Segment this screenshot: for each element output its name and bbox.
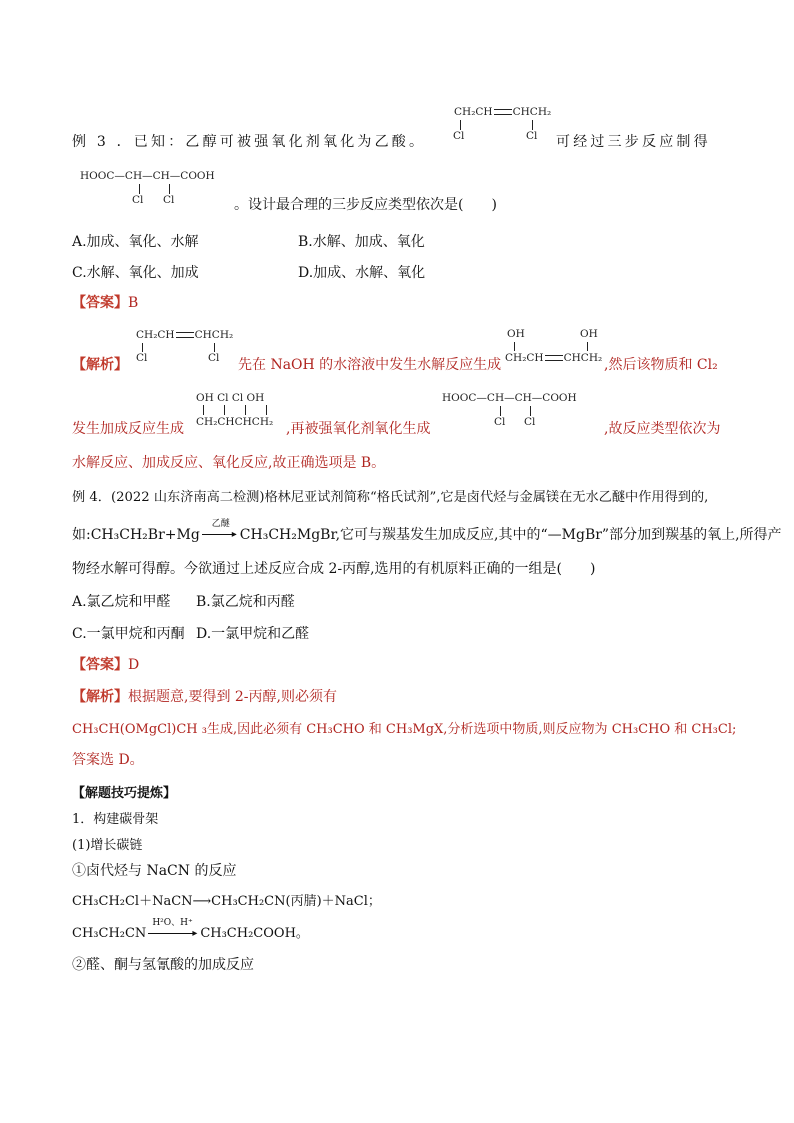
- formula-dichlorobutanediol-top: OH Cl Cl OH: [196, 392, 265, 404]
- tips-circ-2: ②醛、酮与氢氰酸的加成反应: [72, 957, 254, 973]
- arrow-hydrolysis: H²O、H⁺ ▸: [146, 927, 200, 941]
- ex3-option-b: B.水解、加成、氧化: [298, 234, 425, 250]
- bond-line: [532, 120, 533, 130]
- ex3-intro-continued: 可经过三步反应制得: [556, 134, 711, 150]
- bond-line: [245, 405, 246, 415]
- formula-target-acid: HOOC—CH—CH—COOH: [442, 392, 577, 404]
- ex4-option-a: A.氯乙烷和甲醛: [72, 594, 171, 610]
- ex3-analysis-line2: 发生加成反应生成: [72, 421, 184, 437]
- ex3-analysis-label: 【解析】: [72, 357, 128, 373]
- formula-cl-label: Cl: [132, 194, 144, 206]
- bond-line: [500, 406, 501, 416]
- ex4-option-b: B.氯乙烷和丙醛: [196, 594, 295, 610]
- formula-cl-label: Cl: [524, 416, 536, 428]
- formula-butenediol: CH₂CH CHCH₂: [505, 352, 603, 364]
- bond-line: [214, 343, 215, 352]
- tips-equation-2: CH₃CH₂CN H²O、H⁺ ▸ CH₃CH₂COOH。: [72, 917, 309, 941]
- bond-line: [169, 184, 170, 194]
- ex3-option-c: C.水解、氧化、加成: [72, 265, 199, 281]
- tips-circ-1: ①卤代烃与 NaCN 的反应: [72, 863, 237, 879]
- bond-line: [266, 405, 267, 415]
- formula-cl-label: Cl: [136, 352, 148, 364]
- bond-line: [203, 405, 204, 415]
- tips-item-1-1: (1)增长碳链: [72, 838, 143, 853]
- ex3-analysis-line2c: ,故反应类型依次为: [604, 421, 721, 437]
- double-bond: [176, 332, 194, 338]
- bond-line: [142, 343, 143, 352]
- formula-cl-label: Cl: [163, 194, 175, 206]
- formula-cl-label: Cl: [494, 416, 506, 428]
- ex4-analysis-line3: 答案选 D。: [72, 752, 144, 768]
- formula-oh-label: OH: [507, 328, 525, 340]
- bond-line: [139, 184, 140, 194]
- ex4-option-c: C.一氯甲烷和丙酮: [72, 626, 185, 642]
- formula-cl-label: Cl: [208, 352, 220, 364]
- ex4-analysis-line2: CH₃CH(OMgCl)CH ₃生成,因此必须有 CH₃CHO 和 CH₃MgX,分析选项中物质,则反应物为 CH₃CHO 和 CH₃Cl;: [72, 722, 737, 737]
- ex3-analysis-line1: 先在 NaOH 的水溶液中发生水解反应生成: [238, 357, 502, 373]
- ex4-line1: 例 4．(2022 山东济南高二检测)格林尼亚试剂简称“格氏试剂”,它是卤代烃与金属镁在无水乙醚中作用得到的,: [72, 490, 709, 505]
- formula-dichlorobutanediol: CH₂CHCHCH₂: [196, 416, 274, 428]
- formula-dichlorobutene-top: CH₂CH CHCH₂: [454, 106, 552, 118]
- ex4-analysis-line1: 【解析】根据题意,要得到 2-丙醇,则必须有: [72, 689, 337, 705]
- ex3-option-d: D.加成、水解、氧化: [298, 265, 426, 281]
- ex3-analysis-line1b: ,然后该物质和 Cl₂: [604, 357, 718, 373]
- ex4-answer: 【答案】D: [72, 657, 140, 673]
- formula-dichlorobutene: CH₂CH CHCH₂: [136, 329, 234, 341]
- formula-cl-label: Cl: [453, 130, 465, 142]
- ex3-intro: 例 3 ．已知：乙醇可被强氧化剂氧化为乙酸。: [72, 134, 427, 150]
- ex3-analysis-line3: 水解反应、加成反应、氧化反应,故正确选项是 B。: [72, 455, 386, 471]
- bond-line: [460, 120, 461, 130]
- double-bond: [494, 109, 512, 115]
- tips-equation-1: CH₃CH₂Cl＋NaCN⟶CH₃CH₂CN(丙腈)＋NaCl；: [72, 894, 381, 909]
- formula-oh-label: OH: [580, 328, 598, 340]
- formula-cl-label: Cl: [526, 130, 538, 142]
- ex3-question: 。设计最合理的三步反应类型依次是( ): [234, 197, 497, 213]
- tips-heading: 【解题技巧提炼】: [72, 786, 177, 801]
- arrow-ether: 乙醚 ▸: [200, 528, 240, 542]
- bond-line: [587, 342, 588, 351]
- ex3-analysis-line2b: ,再被强氧化剂氧化生成: [286, 421, 431, 437]
- ex4-line2: 如:CH₃CH₂Br+Mg 乙醚 ▸ CH₃CH₂MgBr,它可与羰基发生加成反应,其中的“—MgBr”部分加到羰基的氧上,所得产: [72, 519, 782, 543]
- bond-line: [224, 405, 225, 415]
- bond-line: [530, 406, 531, 416]
- ex4-line3: 物经水解可得醇。今欲通过上述反应合成 2-丙醇,选用的有机原料正确的一组是( ): [72, 561, 596, 577]
- ex4-option-d: D.一氯甲烷和乙醛: [196, 626, 310, 642]
- double-bond: [545, 355, 563, 361]
- ex3-answer: 【答案】B: [72, 295, 139, 311]
- tips-item-1: 1．构建碳骨架: [72, 812, 159, 827]
- formula-target-acid: HOOC—CH—CH—COOH: [80, 170, 215, 182]
- bond-line: [514, 342, 515, 351]
- ex3-option-a: A.加成、氧化、水解: [72, 234, 199, 250]
